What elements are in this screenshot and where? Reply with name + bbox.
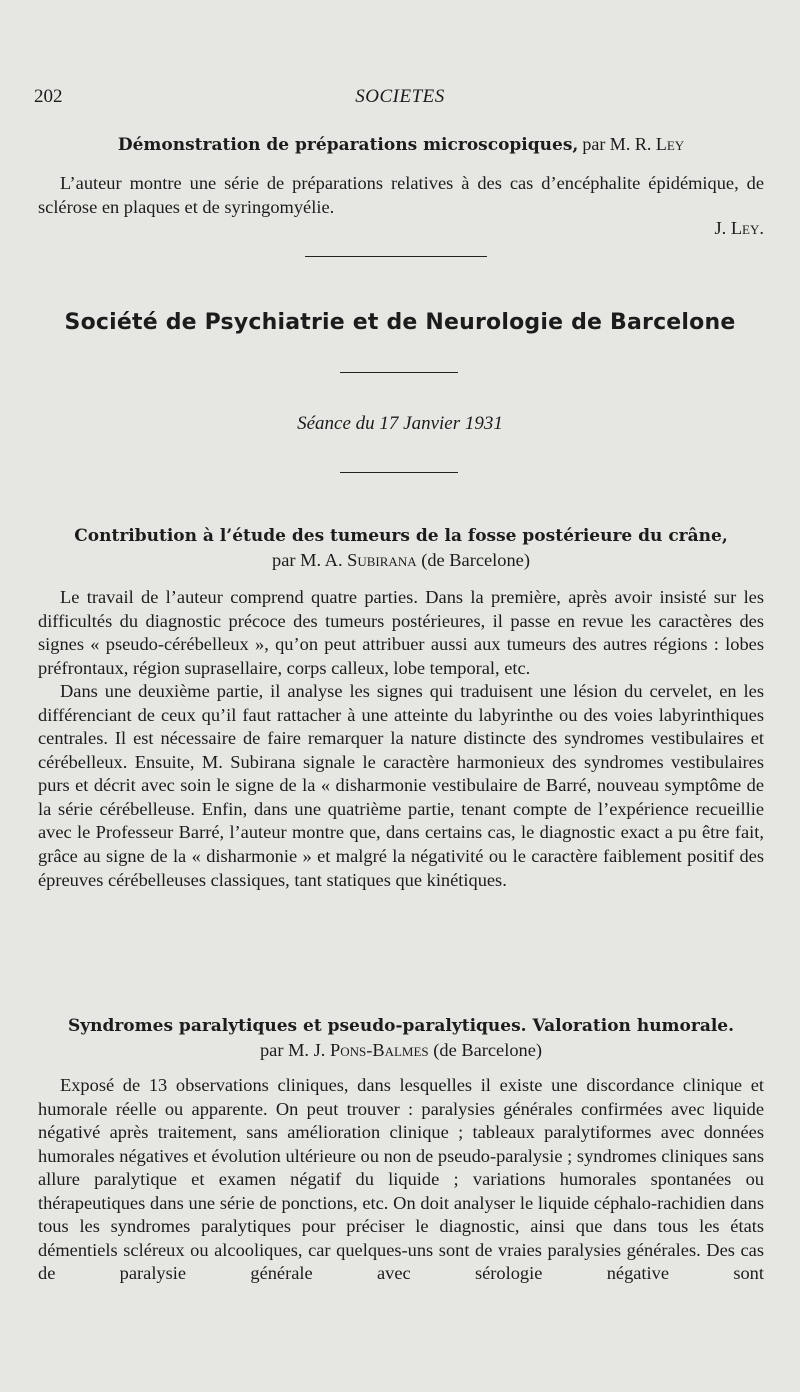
demo-paragraph bbox=[38, 172, 764, 219]
article2-byline bbox=[38, 1040, 764, 1061]
article2-title-text: Syndromes paralytiques et pseudo-paralytiques. Valoration humorale. bbox=[67, 1016, 735, 1036]
session-divider bbox=[340, 472, 458, 473]
session-date: Séance du 17 Janvier 1931 bbox=[297, 413, 503, 434]
article2-author: Pons-Balmes bbox=[329, 1040, 429, 1060]
article1-paragraph: Le travail de l’auteur comprend quatre parties. Dans la première, après avoir insisté sur les difficultés du diagnostic précoce des tumeurs postérieures, il passe en revue les caractères des signes « pseudo-cérébelleux », qu’on peut attribuer aussi aux tumeurs des autres régions : lobes préfrontaux, région suprasellaire, corps calleux, lobe temporal, etc. bbox=[38, 587, 764, 678]
page-header bbox=[34, 86, 766, 114]
demo-title bbox=[38, 134, 764, 155]
article2-body bbox=[38, 1074, 764, 1286]
article1-title-text: Contribution à l’étude des tumeurs de la fosse postérieure du crâne, bbox=[74, 526, 728, 546]
article1-byline bbox=[38, 550, 764, 571]
demo-paragraph-text: L’auteur montre une série de préparations relatives à des cas d’encéphalite épidémique, de sclérose en plaques et de syringomyélie. bbox=[38, 173, 764, 217]
article1-body bbox=[38, 586, 764, 892]
signature-initial: J. bbox=[714, 218, 731, 238]
section-divider bbox=[305, 256, 487, 257]
demo-title-author: Ley bbox=[655, 134, 685, 154]
article1-byline-post: (de Barcelone) bbox=[416, 550, 530, 570]
article1-paragraph: Dans une deuxième partie, il analyse les signes qui traduisent une lésion du cervelet, en les différenciant de ceux qu’il faut rattacher à une atteinte du labyrinthe ou des voies labyrinthiques centrales. Il est nécessaire de faire remarquer la nature distincte des syndromes vestibulaires et cérébelleux. Ensuite, M. Subirana signale le caractère harmonieux des syndromes vestibulaires purs et décrit avec soin le signe de la « disharmonie vestibulaire de Barré, nouveau symptôme de la série cérébelleuse. Enfin, dans une quatrième partie, tenant compte de l’expérience recueillie avec le Professeur Barré, l’auteur montre que, dans certains cas, le diagnostic exact a pu être fait, grâce au signe de la « disharmonie » et malgré la négativité ou le caractère faiblement positif des épreuves cérébelleuses classiques, tant statiques que kinétiques. bbox=[38, 681, 764, 890]
running-title: SOCIETES bbox=[355, 86, 445, 107]
society-name: Société de Psychiatrie et de Neurologie de Barcelone bbox=[64, 310, 736, 335]
article2-byline-pre: par M. J. bbox=[259, 1040, 330, 1060]
signature-name: Ley. bbox=[730, 218, 764, 238]
demo-title-par: par M. R. bbox=[582, 134, 656, 154]
article2-byline-post: (de Barcelone) bbox=[428, 1040, 542, 1060]
page-number: 202 bbox=[34, 86, 63, 107]
article1-title bbox=[38, 526, 764, 546]
demo-signature bbox=[38, 218, 764, 239]
society-divider bbox=[340, 372, 458, 373]
demo-title-main: Démonstration de préparations microscopiques, bbox=[117, 135, 579, 155]
article1-author: Subirana bbox=[347, 550, 417, 570]
article2-paragraph: Exposé de 13 observations cliniques, dans lesquelles il existe une discordance clinique et humorale réelle ou apparente. On peut trouver : paralysies générales confirmées avec liquide négativé après traitement, sans amélioration clinique ; tableaux paralytiformes avec données humorales négatives et évolution ultérieure ou non de pseudo-paralysie ; syndromes cliniques sans allure paralytique et examen négatif du liquide ; variations humorales spontanées ou thérapeutiques dans une série de ponctions, etc. On doit analyser le liquide céphalo-rachidien dans tous les syndromes paralytiques pour préciser le diagnostic, ainsi que dans tous les états démentiels scléreux ou alcooliques, car quelques-uns sont de vraies paralysies générales. Des cas de paralysie générale avec sérologie négative sont bbox=[38, 1075, 764, 1284]
article1-byline-pre: par M. A. bbox=[272, 550, 348, 570]
article2-title bbox=[38, 1016, 764, 1036]
